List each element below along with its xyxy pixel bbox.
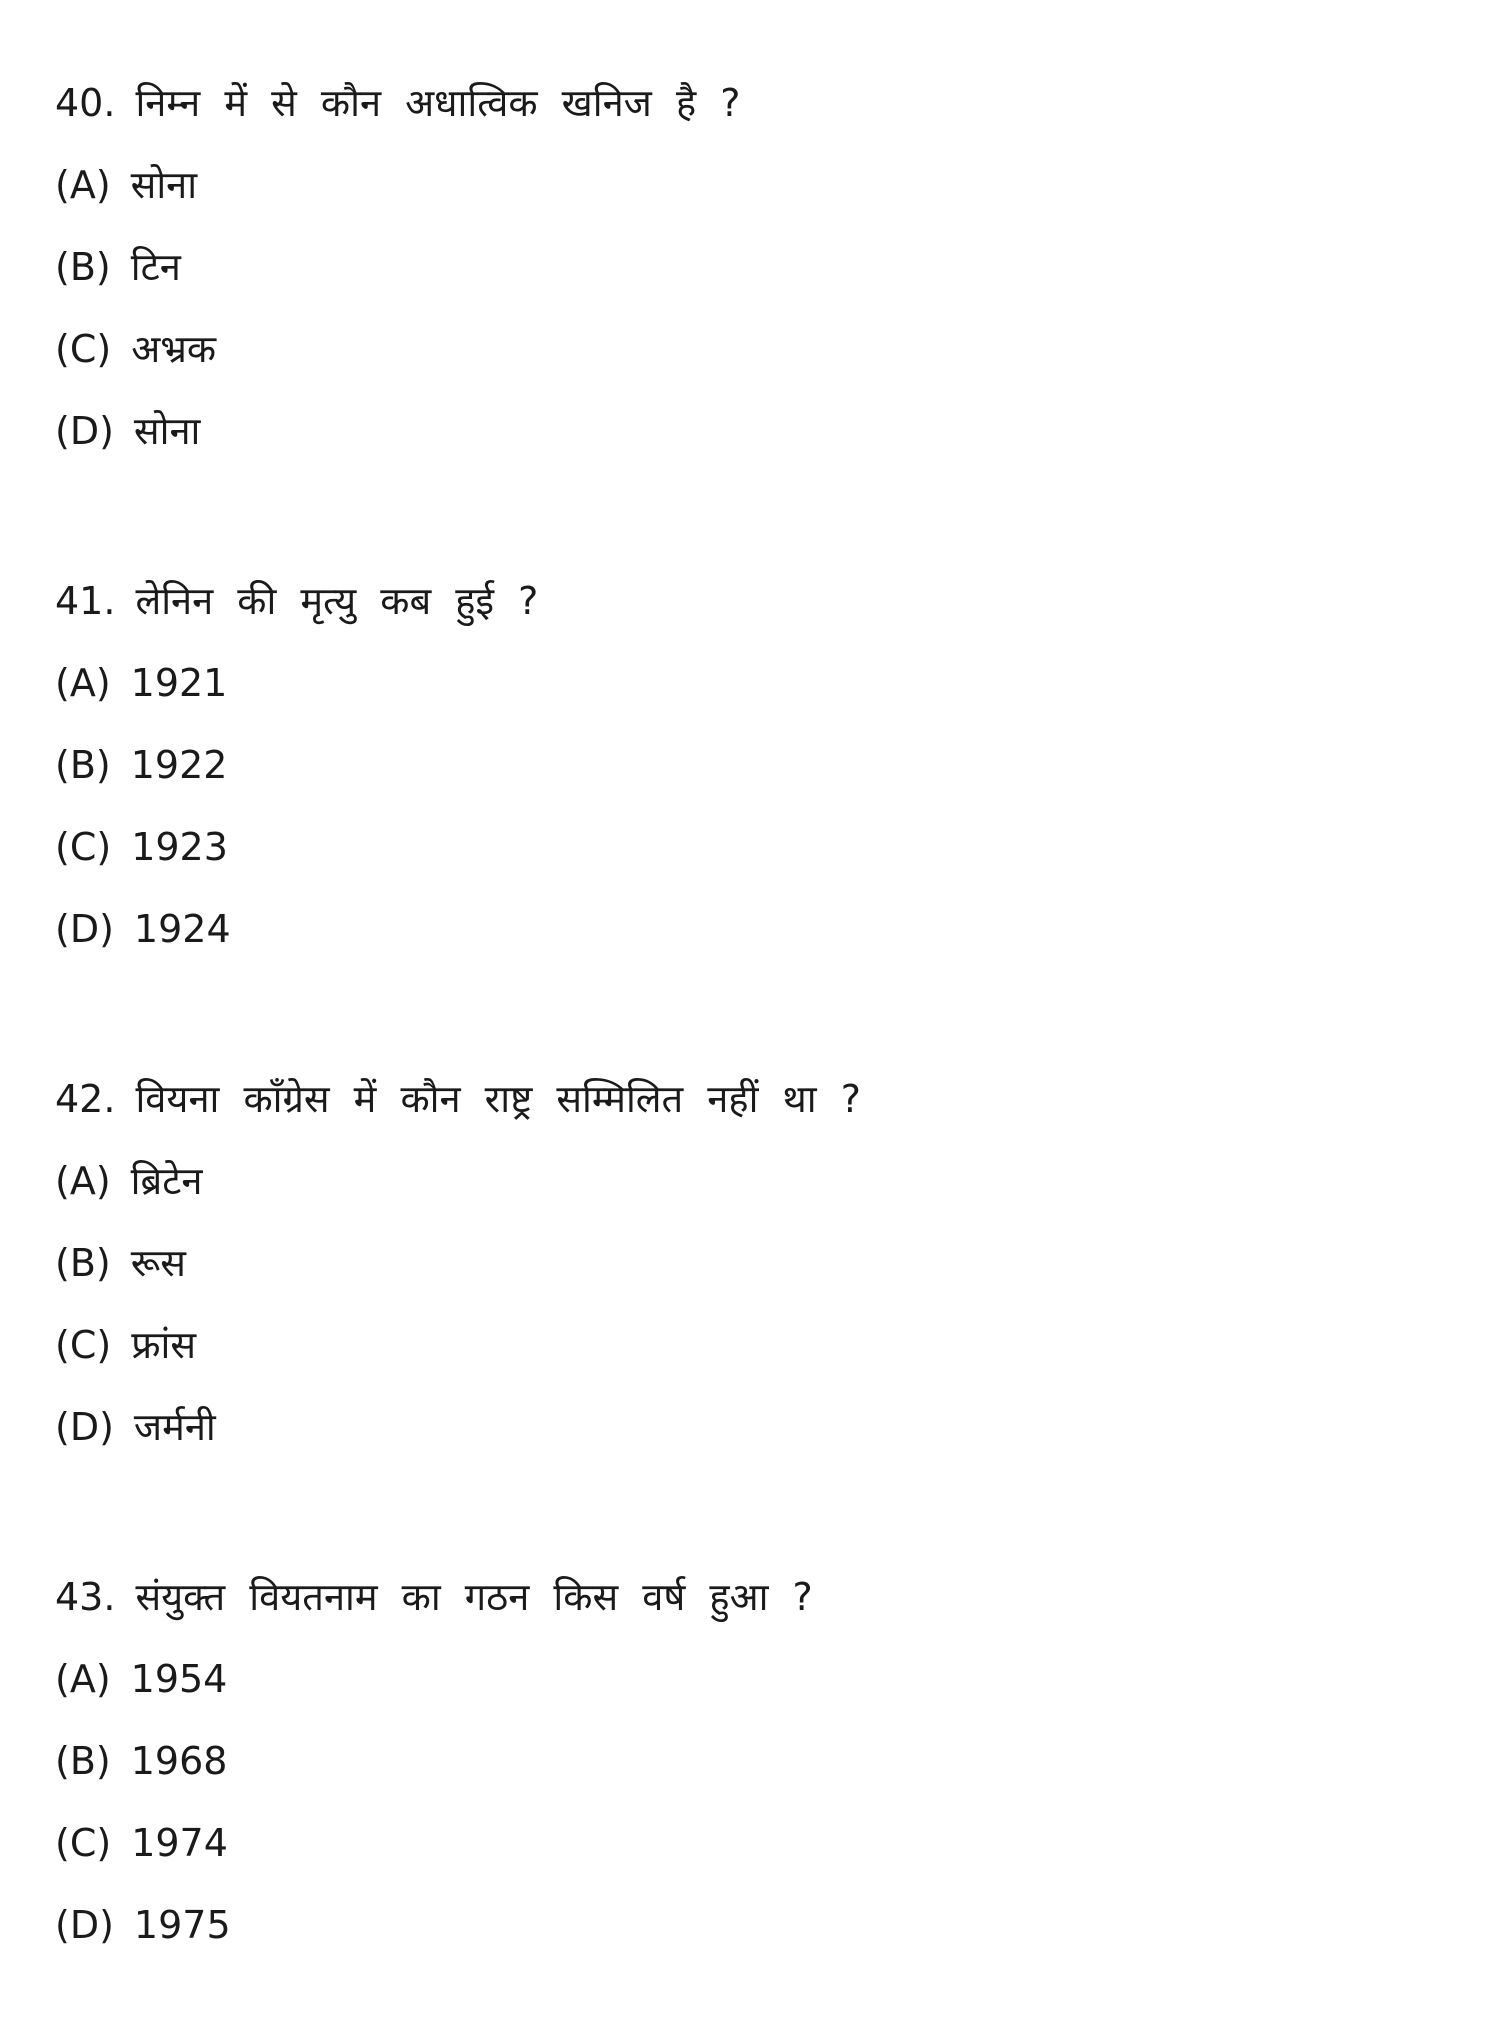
option-label: (B)	[55, 1739, 111, 1783]
option-label: (D)	[55, 1903, 114, 1947]
option-text: 1922	[130, 743, 228, 787]
option-b	[55, 226, 1455, 308]
option-text: 1954	[130, 1657, 228, 1701]
option-b	[55, 1222, 1455, 1304]
option-d	[55, 390, 1455, 472]
option-a	[55, 1140, 1455, 1222]
option-label: (D)	[55, 1405, 114, 1449]
option-a	[55, 144, 1455, 226]
question-43	[55, 1556, 1455, 1966]
question-text: निम्न में से कौन अधात्विक खनिज है ?	[135, 81, 741, 125]
question-42	[55, 1058, 1455, 1468]
option-c	[55, 1304, 1455, 1386]
option-d	[55, 1386, 1455, 1468]
option-text: अभ्रक	[131, 327, 217, 371]
option-label: (C)	[55, 327, 112, 371]
option-label: (A)	[55, 1657, 111, 1701]
option-text: 1924	[133, 907, 231, 951]
question-text: वियना कॉंग्रेस में कौन राष्ट्र सम्मिलित नहीं था ?	[135, 1077, 861, 1121]
option-c	[55, 308, 1455, 390]
option-text: 1921	[130, 661, 228, 705]
option-label: (B)	[55, 1241, 111, 1285]
option-a	[55, 1638, 1455, 1720]
option-b	[55, 724, 1455, 806]
option-text: रूस	[130, 1241, 186, 1285]
option-label: (C)	[55, 1323, 112, 1367]
option-text: 1968	[130, 1739, 228, 1783]
option-label: (B)	[55, 245, 111, 289]
option-label: (A)	[55, 1159, 111, 1203]
question-number: 42.	[55, 1077, 116, 1121]
option-c	[55, 1802, 1455, 1884]
option-text: सोना	[133, 409, 201, 453]
option-label: (C)	[55, 1821, 112, 1865]
option-d	[55, 1884, 1455, 1966]
question-number: 41.	[55, 579, 116, 623]
option-text: सोना	[130, 163, 198, 207]
question-number: 40.	[55, 81, 116, 125]
option-text: ब्रिटेन	[130, 1159, 203, 1203]
option-text: जर्मनी	[133, 1405, 216, 1449]
option-text: फ्रांस	[131, 1323, 197, 1367]
option-b	[55, 1720, 1455, 1802]
question-line	[55, 560, 1455, 642]
question-line	[55, 62, 1455, 144]
option-label: (C)	[55, 825, 112, 869]
option-c	[55, 806, 1455, 888]
option-label: (A)	[55, 163, 111, 207]
question-41	[55, 560, 1455, 970]
option-a	[55, 642, 1455, 724]
option-label: (D)	[55, 907, 114, 951]
question-text: संयुक्त वियतनाम का गठन किस वर्ष हुआ ?	[135, 1575, 813, 1619]
question-line	[55, 1556, 1455, 1638]
option-label: (A)	[55, 661, 111, 705]
question-number: 43.	[55, 1575, 116, 1619]
question-paper	[55, 62, 1455, 1966]
option-text: 1974	[131, 1821, 228, 1865]
question-text: लेनिन की मृत्यु कब हुई ?	[135, 579, 539, 623]
option-label: (B)	[55, 743, 111, 787]
option-label: (D)	[55, 409, 114, 453]
option-text: 1975	[133, 1903, 231, 1947]
question-40	[55, 62, 1455, 472]
option-text: 1923	[131, 825, 228, 869]
option-d	[55, 888, 1455, 970]
option-text: टिन	[130, 245, 181, 289]
question-line	[55, 1058, 1455, 1140]
